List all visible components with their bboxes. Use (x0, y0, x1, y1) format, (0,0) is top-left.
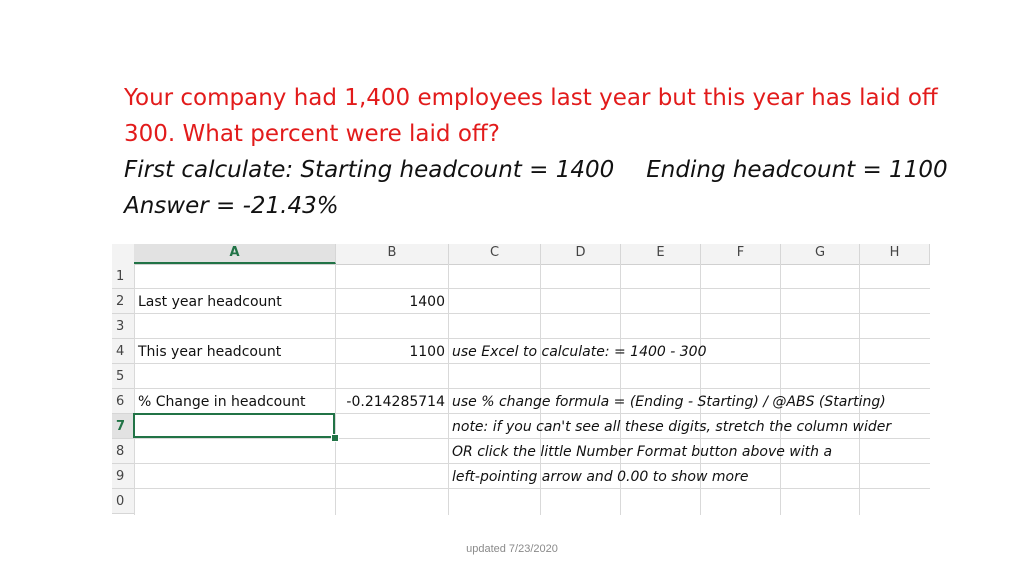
cell-c7[interactable]: note: if you can't see all these digits, stretch the column wider (452, 419, 892, 435)
spreadsheet-screenshot (112, 244, 930, 515)
ending-headcount-text: Ending headcount = 1100 (646, 157, 948, 183)
cell-b6[interactable]: -0.214285714 (346, 394, 445, 410)
column-header-bar (112, 244, 930, 265)
row-header-9[interactable]: 9 (112, 464, 134, 489)
slide-text-block (124, 80, 1004, 224)
column-header-c[interactable]: C (449, 244, 541, 264)
cell-c8[interactable]: OR click the little Number Format button above with a (452, 444, 833, 460)
row-header-8[interactable]: 8 (112, 439, 134, 464)
gridline (448, 264, 449, 515)
cell-c9[interactable]: left-pointing arrow and 0.00 to show more (452, 469, 749, 485)
column-header-e[interactable]: E (621, 244, 701, 264)
row-header-4[interactable]: 4 (112, 339, 134, 364)
calculation (124, 152, 1004, 224)
cell-b4[interactable]: 1100 (409, 344, 445, 360)
row-header-1[interactable]: 1 (112, 264, 134, 289)
active-cell-a7[interactable] (133, 413, 335, 438)
cell-c4[interactable]: use Excel to calculate: = 1400 - 300 (452, 344, 707, 360)
question-line-1: Your company had 1,400 employees last year but this year has laid off (124, 85, 938, 111)
cell-a6[interactable]: % Change in headcount (138, 394, 306, 410)
question (124, 80, 1004, 152)
gridline (134, 264, 135, 515)
cell-a4[interactable]: This year headcount (138, 344, 282, 360)
row-header-6[interactable]: 6 (112, 389, 134, 414)
column-header-d[interactable]: D (541, 244, 621, 264)
column-header-g[interactable]: G (781, 244, 860, 264)
answer-text: Answer = -21.43% (124, 193, 339, 219)
updated-footer: updated 7/23/2020 (466, 543, 558, 555)
column-header-f[interactable]: F (701, 244, 781, 264)
cell-c6[interactable]: use % change formula = (Ending - Starting) / @ABS (Starting) (452, 394, 886, 410)
gridline (335, 264, 336, 515)
column-header-b[interactable]: B (336, 244, 449, 264)
gridline (134, 338, 930, 339)
row-header-3[interactable]: 3 (112, 314, 134, 339)
row-header-7[interactable]: 7 (112, 414, 134, 439)
calculation-line (124, 152, 1004, 188)
column-header-h[interactable]: H (860, 244, 930, 264)
question-line-2: 300. What percent were laid off? (124, 121, 500, 147)
column-header-a[interactable]: A (134, 244, 336, 264)
gridline (134, 388, 930, 389)
starting-headcount-text: First calculate: Starting headcount = 1400 (124, 157, 615, 183)
cell-b2[interactable]: 1400 (409, 294, 445, 310)
cell-a2[interactable]: Last year headcount (138, 294, 282, 310)
row-header-2[interactable]: 2 (112, 289, 134, 314)
row-header-5[interactable]: 5 (112, 364, 134, 389)
row-header-10[interactable]: 0 (112, 489, 134, 514)
gridline (134, 288, 930, 289)
fill-handle[interactable] (331, 434, 339, 442)
